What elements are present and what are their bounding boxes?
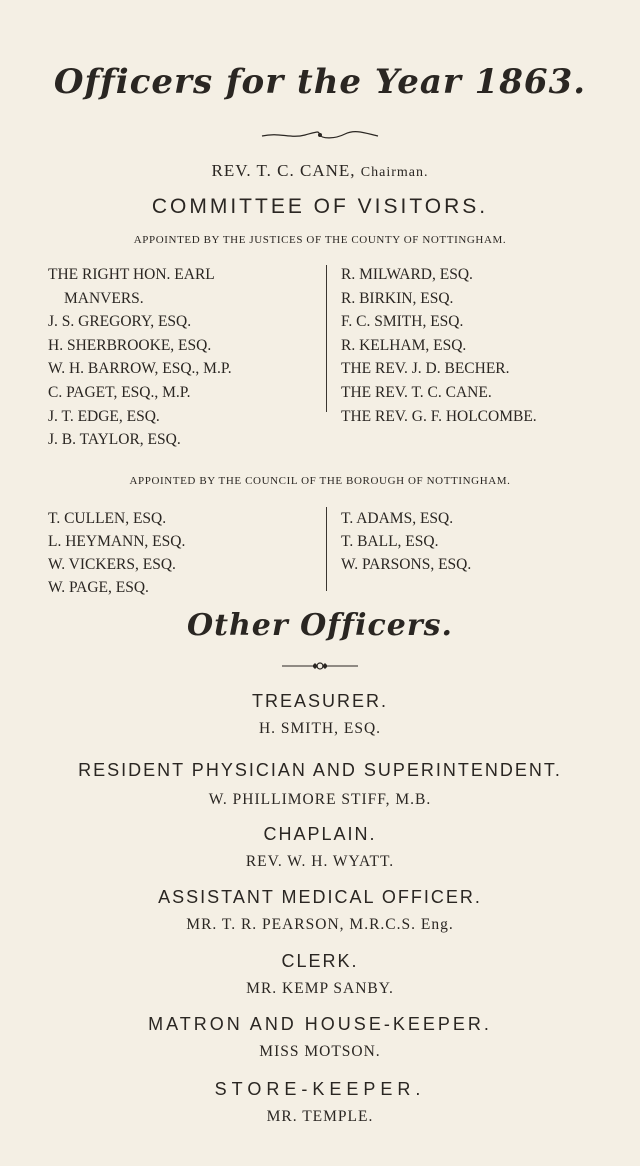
column-divider [326,507,327,591]
office-title: RESIDENT PHYSICIAN AND SUPERINTENDENT. [78,760,562,780]
member-name: THE REV. T. C. CANE. [341,383,492,401]
justices-left-column [48,263,232,452]
justices-heading: APPOINTED BY THE JUSTICES OF THE COUNTY OF NOTTINGHAM. [133,234,507,246]
member-name: F. C. SMITH, ESQ. [341,313,464,331]
office-holder-text: MR. T. R. PEARSON, M.R.C.S. Eng. [186,916,454,933]
member-name: THE REV. G. F. HOLCOMBE. [341,407,537,425]
member-name: J. S. GREGORY, ESQ. [48,313,192,331]
member-name: W. H. BARROW, ESQ., M.P. [48,360,232,378]
member-name: T. ADAMS, ESQ. [341,510,454,527]
office-holder: MR. TEMPLE. [266,1108,374,1125]
council-left-column [48,507,185,599]
office-holder: REV. W. H. WYATT. [245,853,395,870]
office-title: ASSISTANT MEDICAL OFFICER. [158,887,482,907]
flourish-icon [260,129,380,141]
office-holder: H. SMITH, ESQ. [258,720,382,737]
office-title: TREASURER. [251,691,388,711]
member-name: R. KELHAM, ESQ. [341,336,467,354]
member-name: THE RIGHT HON. EARL [48,266,215,283]
member-name: J. T. EDGE, ESQ. [48,407,160,425]
flourish-ornament [0,128,640,146]
member-name: J. B. TAYLOR, ESQ. [48,431,181,449]
chairman-name: REV. T. C. CANE, [211,161,356,180]
rule-ornament-icon [280,661,360,671]
member-name: R. MILWARD, ESQ. [341,266,473,283]
office-holder: MISS MOTSON. [259,1043,381,1060]
chairman-line [0,161,640,181]
office-title: CHAPLAIN. [263,824,377,844]
council-right-column [341,507,471,576]
office-title: STORE-KEEPER. [214,1079,426,1099]
council-heading: APPOINTED BY THE COUNCIL OF THE BOROUGH OF NOTTINGHAM. [129,475,511,487]
ornamental-rule [0,658,640,676]
other-officers-heading: Other Officers. [187,608,453,643]
member-name: MANVERS. [64,289,144,307]
member-name: W. PARSONS, ESQ. [341,556,472,573]
member-name: C. PAGET, ESQ., M.P. [48,383,191,401]
page-title: Officers for the Year 1863. [53,62,587,102]
member-name: T. BALL, ESQ. [341,533,439,550]
member-name: L. HEYMANN, ESQ. [48,533,186,550]
column-divider [326,265,327,412]
member-name: R. BIRKIN, ESQ. [341,289,454,307]
office-title: CLERK. [281,951,359,971]
member-name: W. VICKERS, ESQ. [48,556,176,573]
committee-heading: COMMITTEE OF VISITORS. [151,195,489,218]
office-holder: W. PHILLIMORE STIFF, M.B. [208,791,432,808]
office-holder [0,916,640,934]
member-name: W. PAGE, ESQ. [48,579,149,596]
chairman-role: Chairman. [360,165,429,180]
office-title: MATRON AND HOUSE-KEEPER. [148,1014,492,1034]
justices-right-column [341,263,537,428]
member-name: H. SHERBROOKE, ESQ. [48,336,212,354]
office-holder: MR. KEMP SANBY. [246,980,394,997]
member-name: THE REV. J. D. BECHER. [341,360,510,378]
member-name: T. CULLEN, ESQ. [48,510,167,527]
